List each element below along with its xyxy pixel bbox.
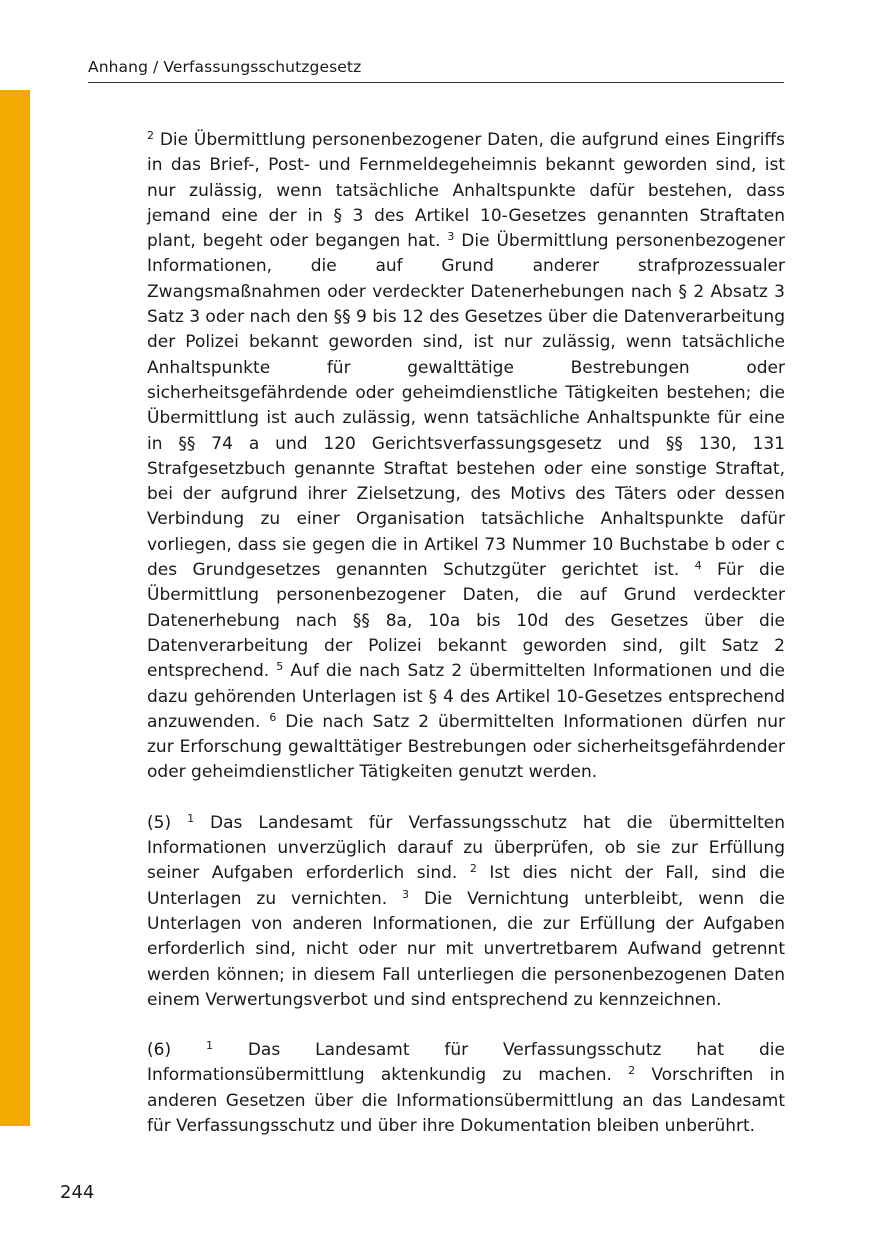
page-number: 244 bbox=[60, 1182, 95, 1203]
paragraph-label: (6) bbox=[147, 1040, 172, 1061]
sentence-number: 1 bbox=[187, 811, 195, 825]
sentence-number: 4 bbox=[694, 559, 702, 573]
header-rule bbox=[88, 82, 784, 83]
sentence-number: 2 bbox=[469, 862, 477, 876]
sentence: Das Landesamt für Verfassungsschutz hat die übermittelten Informationen unverzüglich darauf zu überprüfen, ob sie zur Erfüllung seiner Aufgaben erforderlich sind. bbox=[147, 812, 785, 884]
sentence-number: 3 bbox=[402, 887, 410, 901]
sentence-number: 3 bbox=[447, 230, 455, 244]
sentence-number: 2 bbox=[628, 1064, 636, 1078]
sentence: Die Vernichtung unterbleibt, wenn die Unterlagen von anderen Informationen, die zur Erfüllung der Aufgaben erforderlich sind, nicht oder nur mit unvertretbarem Aufwand getrennt werden können; in diesem Fall unterliegen die personenbezogenen Daten einem Verwertungsverbot und sind entsprechend zu kennzeichnen. bbox=[147, 888, 785, 1010]
sentence: Für die Übermittlung personenbezogener Daten, die auf Grund verdeckter Datenerhebung nach §§ 8a, 10a bis 10d des Gesetzes über die Datenverarbeitung der Polizei bekannt geworden sind, gilt Satz 2 entsprechend. bbox=[147, 560, 786, 682]
sentence: Die Übermittlung personenbezogener Daten, die aufgrund eines Eingriffs in das Brief-, Post- und Fernmeldegeheimnis bekannt geworden sind, ist nur zulässig, wenn tatsächliche Anhaltspunkte dafür bestehen, dass jemand eine der in § 3 des Artikel 10-Gesetzes genannten Straftaten plant, begeht oder begangen hat. bbox=[147, 130, 785, 252]
running-header: Anhang / Verfassungsschutzgesetz bbox=[88, 58, 362, 76]
sentence-number: 1 bbox=[205, 1039, 213, 1053]
sentence-number: 5 bbox=[276, 660, 284, 674]
sentence: Vorschriften in anderen Gesetzen über die Informationsübermittlung an das Landesamt für Verfassungsschutz und über ihre Dokumentation bleiben unberührt. bbox=[147, 1065, 785, 1136]
paragraph-4-continued bbox=[147, 128, 785, 786]
sentence: Die nach Satz 2 übermittelten Informationen dürfen nur zur Erforschung gewalttätiger Bestrebungen oder sicherheitsgefährdender oder geheimdienstlicher Tätigkeiten genutzt werden. bbox=[147, 711, 786, 783]
sentence-number: 2 bbox=[147, 129, 154, 142]
paragraph-label: (5) bbox=[147, 812, 172, 833]
sentence: Ist dies nicht der Fall, sind die Unterlagen zu vernichten. bbox=[147, 863, 786, 909]
accent-side-bar bbox=[0, 90, 30, 1126]
sentence: Auf die nach Satz 2 übermittelten Informationen und die dazu gehörenden Unterlagen ist § 4 des Artikel 10-Gesetzes entsprechend anzuwenden. bbox=[147, 661, 786, 732]
sentence: Die Übermittlung personenbezogener Informationen, die auf Grund anderer strafprozessualer Zwangsmaßnahmen oder verdeckter Datenerhebungen nach § 2 Absatz 3 Satz 3 oder nach den §§ 9 bis 12 des Gesetzes über die Datenverarbeitung der Polizei bekannt geworden sind, ist nur zulässig, wenn tatsächliche Anhaltspunkte für gewalttätige Bestrebungen oder sicherheitsgefährdende oder geheimdienstliche Tätigkeiten bestehen; die Übermittlung ist auch zulässig, wenn tatsächliche Anhaltspunkte für eine in §§ 74 a und 120 Gerichtsverfassungsgesetz und §§ 130, 131 Strafgesetzbuch genannte Straftat bestehen oder eine sonstige Straftat, bei der aufgrund ihrer Zielsetzung, des Motivs des Täters oder dessen Verbindung zu einer Organisation tatsächliche Anhaltspunkte dafür vorliegen, dass sie gegen die in Artikel 73 Nummer 10 Buchstabe b oder c des Grundgesetzes genannten Schutzgüter gerichtet ist. bbox=[147, 231, 785, 581]
paragraph-5 bbox=[147, 811, 785, 1013]
sentence-number: 6 bbox=[269, 710, 277, 724]
sentence: Das Landesamt für Verfassungsschutz hat die Informationsübermittlung aktenkundig zu machen. bbox=[147, 1040, 785, 1086]
paragraph-6 bbox=[147, 1038, 785, 1139]
body-text bbox=[147, 128, 785, 1139]
